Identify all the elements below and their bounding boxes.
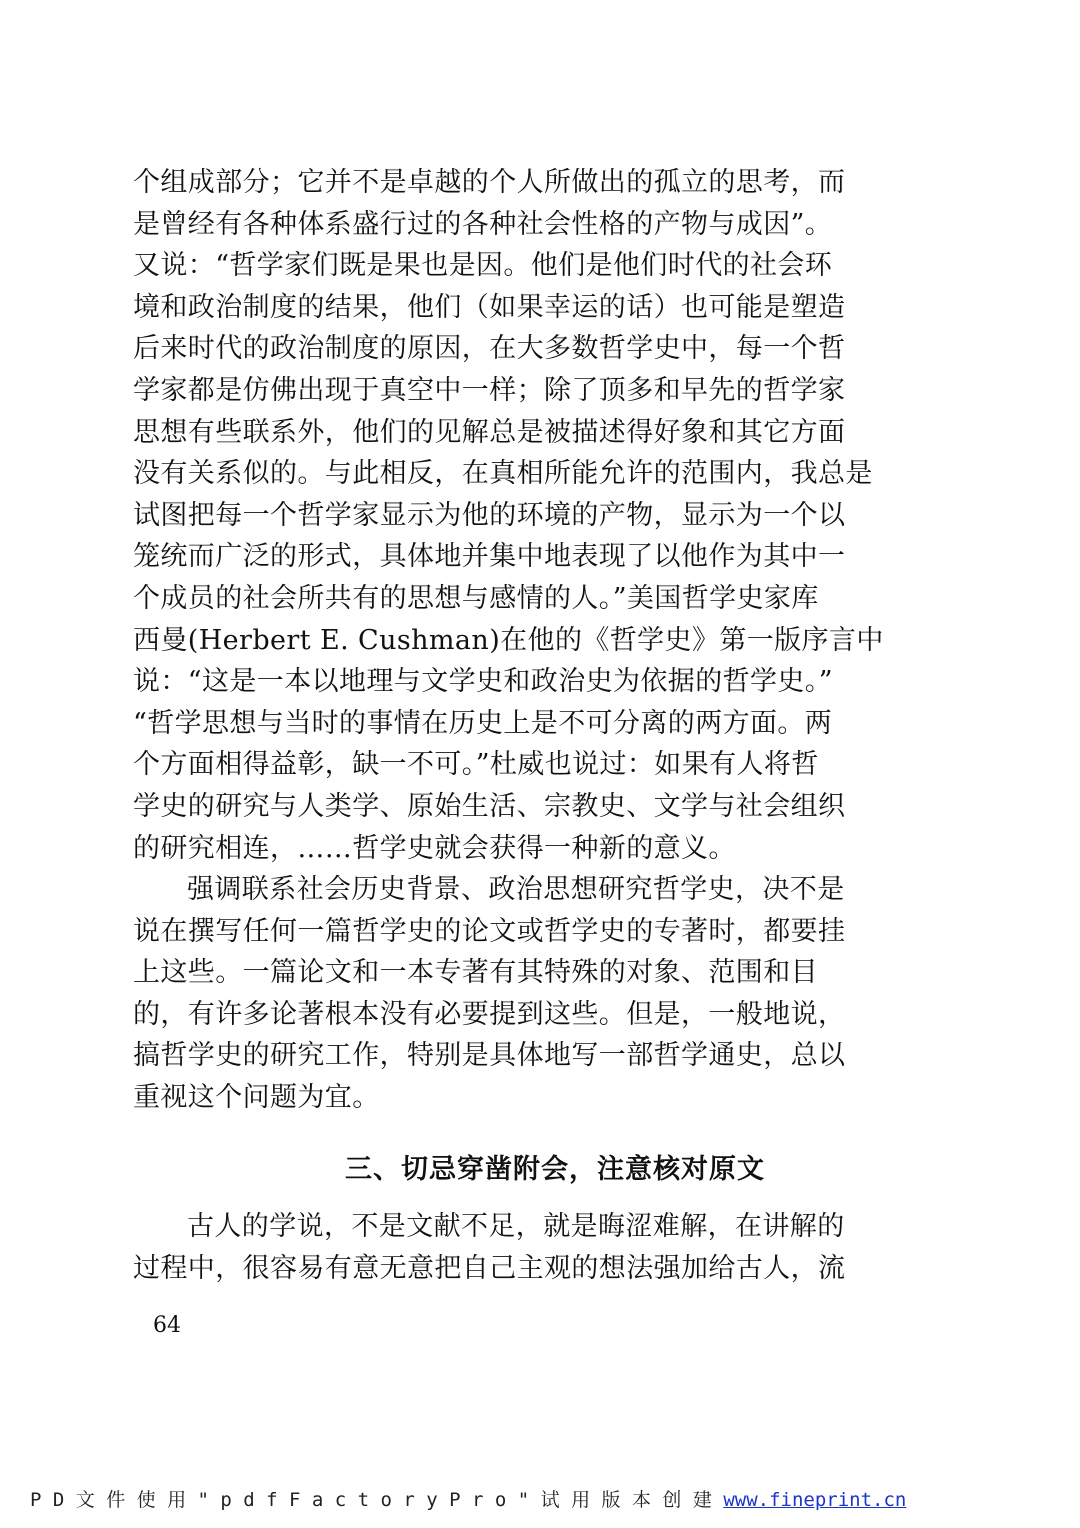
text-line: 是曾经有各种体系盛行过的各种社会性格的产物与成因”。 [133,208,833,240]
text-line: 后来时代的政治制度的原因，在大多数哲学史中，每一个哲 [133,333,846,365]
text-line: 强调联系社会历史背景、政治思想研究哲学史，决不是 [187,874,845,906]
text-line: 的研究相连，……哲学史就会获得一种新的意义。 [133,832,736,864]
section-heading: 三、切忌穿凿附会，注意核对原文 [345,1154,765,1185]
text-line: 过程中，很容易有意无意把自己主观的想法强加给古人，流 [133,1252,846,1284]
watermark-text: P D 文 件 使 用 " p d f F a c t o r y P r o " 试 用 版 本 创 建 [30,1489,724,1511]
text-line: 学家都是仿佛出现于真空中一样；除了顶多和早先的哲学家 [133,374,846,406]
text-line: 西曼(Herbert E. Cushman)在他的《哲学史》第一版序言中 [133,624,884,656]
text-line: “哲学思想与当时的事情在历史上是不可分离的两方面。两 [133,707,833,739]
text-line: 上这些。一篇论文和一本专著有其特殊的对象、范围和目 [133,957,818,989]
text-line: 个方面相得益彰，缺一不可。”杜威也说过：如果有人将哲 [133,749,819,781]
text-line: 境和政治制度的结果，他们（如果幸运的话）也可能是塑造 [133,291,846,323]
text-line: 古人的学说，不是文献不足，就是晦涩难解，在讲解的 [187,1211,845,1242]
text-line: 没有关系似的。与此相反，在真相所能允许的范围内，我总是 [133,458,873,490]
text-line: 说：“这是一本以地理与文学史和政治史为依据的哲学史。” [133,666,833,698]
watermark-link[interactable]: www.fineprint.cn [723,1489,907,1511]
text-line: 思想有些联系外，他们的见解总是被描述得好象和其它方面 [133,416,846,448]
text-line: 重视这个问题为宜。 [133,1082,380,1114]
text-line: 的，有许多论著根本没有必要提到这些。但是，一般地说， [133,998,846,1030]
paragraph-1 [133,162,899,1119]
text-line: 笼统而广泛的形式，具体地并集中地表现了以他作为其中一 [133,541,846,573]
text-line: 个组成部分；它并不是卓越的个人所做出的孤立的思考，而 [133,167,846,198]
text-line: 搞哲学史的研究工作，特别是具体地写一部哲学通史，总以 [133,1040,846,1072]
pdf-watermark-footer [30,1486,906,1514]
text-line: 个成员的社会所共有的思想与感情的人。”美国哲学史家库 [133,582,819,614]
page-number: 64 [153,1313,181,1338]
text-line: 又说：“哲学家们既是果也是因。他们是他们时代的社会环 [133,250,833,282]
paragraph-3 [133,1206,899,1289]
text-line: 说在撰写任何一篇哲学史的论文或哲学史的专著时，都要挂 [133,915,846,947]
text-line: 学史的研究与人类学、原始生活、宗教史、文学与社会组织 [133,790,846,822]
text-line: 试图把每一个哲学家显示为他的环境的产物，显示为一个以 [133,499,846,531]
